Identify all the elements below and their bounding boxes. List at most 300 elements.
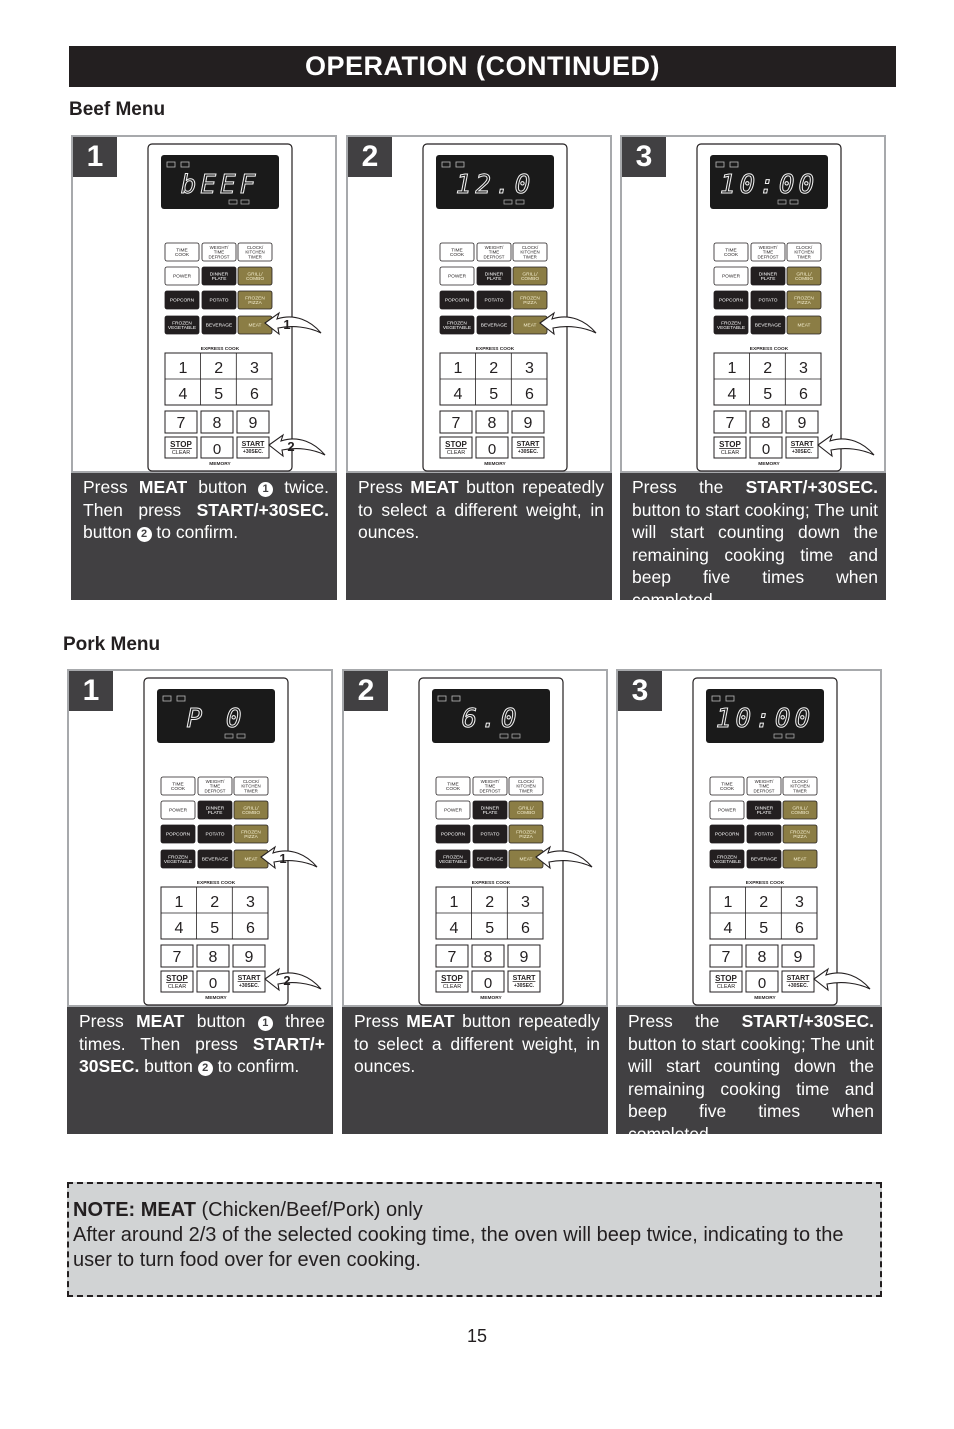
microwave-panel <box>143 677 289 1007</box>
start-sub-label: +30SEC. <box>513 983 535 989</box>
key-label: TIME <box>762 249 774 255</box>
step-number: 1 <box>73 137 117 177</box>
stop-clear-key[interactable] <box>165 437 197 458</box>
key-label: DINNER <box>480 806 500 812</box>
key-grill-combo[interactable] <box>238 267 272 285</box>
step-illustration <box>620 135 886 473</box>
key-label: COMBO <box>520 277 540 283</box>
digit-key-5[interactable]: 5 <box>210 920 220 937</box>
digit-key-4[interactable]: 4 <box>178 386 188 403</box>
digit-key-3[interactable]: 3 <box>249 360 259 377</box>
key-label: PLATE <box>482 811 498 817</box>
memory-label: MEMORY <box>754 996 776 1001</box>
key-beverage[interactable] <box>202 316 236 334</box>
start-30sec-key[interactable] <box>508 971 540 992</box>
key-label: FROZEN <box>443 855 463 861</box>
key-label: GRILL/ <box>247 272 263 278</box>
key-popcorn[interactable] <box>165 291 199 309</box>
key-frozen-vegetable[interactable] <box>161 850 195 868</box>
digit-label: 9 <box>244 949 254 966</box>
key-frozen-pizza[interactable] <box>513 291 547 309</box>
key-frozen-pizza[interactable] <box>509 825 543 843</box>
start-label: START <box>516 441 540 448</box>
digit-key-8[interactable] <box>472 945 504 967</box>
key-frozen-vegetable[interactable] <box>710 850 744 868</box>
key-label: CLOCK/ <box>242 778 260 784</box>
step-number: 3 <box>622 137 666 177</box>
key-time-cook[interactable] <box>710 777 744 795</box>
digit-key-7[interactable] <box>710 945 742 967</box>
key-frozen-pizza[interactable] <box>783 825 817 843</box>
stop-clear-key[interactable] <box>161 971 193 992</box>
stop-label: STOP <box>170 440 192 449</box>
step-panel-3 <box>616 669 882 1144</box>
note-label-rest: (Chicken/Beef/Pork) only <box>195 1199 423 1221</box>
digit-key-7[interactable] <box>161 945 193 967</box>
key-label: CLOCK/ <box>791 778 809 784</box>
key-label: PLATE <box>211 277 227 283</box>
digit-key-7[interactable] <box>165 411 197 433</box>
key-label: TIME <box>451 248 463 254</box>
microwave-panel <box>422 143 568 473</box>
key-label: TIMER <box>248 254 262 260</box>
key-label: GRILL/ <box>792 806 808 812</box>
key-label: DINNER <box>205 806 225 812</box>
express-cook-label: EXPRESS COOK <box>475 347 515 352</box>
key-power[interactable] <box>165 267 199 285</box>
key-label: MEAT <box>523 323 537 329</box>
key-popcorn[interactable] <box>161 825 195 843</box>
key-weight-time-defrost[interactable] <box>477 243 511 261</box>
key-label: PIZZA <box>244 835 258 841</box>
digit-key-6[interactable]: 6 <box>249 386 259 403</box>
digit-label: 8 <box>483 949 493 966</box>
key-label: MEAT <box>797 323 811 329</box>
digit-key-1[interactable]: 1 <box>449 894 459 911</box>
display-readout: 10:00 <box>719 170 819 200</box>
digit-key-1[interactable]: 1 <box>174 894 184 911</box>
digit-key-2[interactable]: 2 <box>210 894 220 911</box>
key-time-cook[interactable] <box>436 777 470 795</box>
digit-key-7[interactable] <box>436 945 468 967</box>
digit-key-0[interactable] <box>472 971 504 992</box>
key-label: FROZEN <box>520 296 540 302</box>
key-label: TIME <box>488 249 500 255</box>
key-label: POWER <box>447 274 467 280</box>
key-label: PIZZA <box>248 301 262 307</box>
stop-clear-key[interactable] <box>710 971 742 992</box>
digit-label: 8 <box>757 949 767 966</box>
key-clock-kitchen-timer[interactable] <box>238 243 272 261</box>
key-label: PLATE <box>486 277 502 283</box>
start-sub-label: +30SEC. <box>787 983 809 989</box>
step-number: 1 <box>69 671 113 711</box>
start-30sec-key[interactable] <box>782 971 814 992</box>
key-potato[interactable] <box>202 291 236 309</box>
key-label: VEGETABLE <box>438 860 468 866</box>
digit-key-2[interactable]: 2 <box>214 360 224 377</box>
key-weight-time-defrost[interactable] <box>473 777 507 795</box>
key-label: TIMER <box>519 788 533 794</box>
digit-key-9[interactable] <box>508 945 540 967</box>
key-weight-time-defrost[interactable] <box>198 777 232 795</box>
key-frozen-pizza[interactable] <box>787 291 821 309</box>
arrow-step-number: 1 <box>279 851 287 866</box>
step-panel-2 <box>346 135 612 600</box>
key-label: FROZEN <box>245 296 265 302</box>
digit-key-5[interactable]: 5 <box>759 920 769 937</box>
express-cook-label: EXPRESS COOK <box>749 347 789 352</box>
digit-label: 7 <box>172 949 182 966</box>
lcd-display <box>710 155 828 209</box>
key-dinner-plate[interactable] <box>747 801 781 819</box>
key-frozen-vegetable[interactable] <box>714 316 748 334</box>
digit-key-2[interactable]: 2 <box>489 360 499 377</box>
microwave-panel <box>692 677 838 1007</box>
start-30sec-key[interactable] <box>233 971 265 992</box>
digit-key-9[interactable] <box>512 411 544 433</box>
arrow-step-number: 1 <box>283 317 291 332</box>
display-readout: bEEF <box>180 170 260 200</box>
digit-key-6[interactable]: 6 <box>794 920 804 937</box>
digit-key-3[interactable]: 3 <box>794 894 804 911</box>
digit-label: 9 <box>793 949 803 966</box>
key-label: BEVERAGE <box>480 323 508 329</box>
key-label: MEAT <box>248 323 262 329</box>
digit-key-2[interactable]: 2 <box>485 894 495 911</box>
digit-key-5[interactable]: 5 <box>763 386 773 403</box>
key-label: TIME <box>725 248 737 254</box>
key-beverage[interactable] <box>473 850 507 868</box>
step-panel-1 <box>71 135 337 600</box>
memory-label: MEMORY <box>480 996 502 1001</box>
key-label: TIME <box>172 782 184 788</box>
key-label: DEFROST <box>753 788 775 794</box>
key-power[interactable] <box>710 801 744 819</box>
key-label: CLOCK/ <box>517 778 535 784</box>
control-panel <box>692 677 838 1007</box>
lcd-display <box>157 689 275 743</box>
digit-key-0[interactable] <box>476 437 508 458</box>
digit-key-8[interactable] <box>746 945 778 967</box>
key-label: GRILL/ <box>796 272 812 278</box>
key-label: POTATO <box>205 832 225 838</box>
key-label: KITCHEN <box>790 783 810 789</box>
digit-key-8[interactable] <box>201 411 233 433</box>
start-label: START <box>786 975 810 982</box>
clear-label: CLEAR <box>442 984 462 990</box>
key-potato[interactable] <box>477 291 511 309</box>
key-clock-kitchen-timer[interactable] <box>787 243 821 261</box>
key-label: PLATE <box>760 277 776 283</box>
key-frozen-vegetable[interactable] <box>436 850 470 868</box>
key-power[interactable] <box>436 801 470 819</box>
key-frozen-pizza[interactable] <box>238 291 272 309</box>
digit-label: 7 <box>451 415 461 432</box>
key-label: WEIGHT/ <box>484 244 504 250</box>
key-label: KITCHEN <box>794 249 814 255</box>
key-label: FROZEN <box>168 855 188 861</box>
digit-key-0[interactable] <box>201 437 233 458</box>
key-meat[interactable] <box>783 850 817 868</box>
digit-key-4[interactable]: 4 <box>723 920 733 937</box>
key-dinner-plate[interactable] <box>198 801 232 819</box>
key-frozen-vegetable[interactable] <box>165 316 199 334</box>
key-label: TIMER <box>793 788 807 794</box>
digit-key-3[interactable]: 3 <box>520 894 530 911</box>
digit-label: 8 <box>487 415 497 432</box>
key-power[interactable] <box>161 801 195 819</box>
key-clock-kitchen-timer[interactable] <box>513 243 547 261</box>
key-label: POTATO <box>480 832 500 838</box>
key-label: CLOCK/ <box>246 244 264 250</box>
digit-key-6[interactable]: 6 <box>798 386 808 403</box>
key-clock-kitchen-timer[interactable] <box>234 777 268 795</box>
digit-key-8[interactable] <box>750 411 782 433</box>
key-power[interactable] <box>440 267 474 285</box>
key-popcorn[interactable] <box>714 291 748 309</box>
key-label: GRILL/ <box>518 806 534 812</box>
key-label: POPCORN <box>169 298 195 304</box>
digit-key-1[interactable]: 1 <box>453 360 463 377</box>
banner-title: OPERATION (CONTINUED) <box>305 51 660 81</box>
digit-key-0[interactable] <box>746 971 778 992</box>
start-sub-label: +30SEC. <box>238 983 260 989</box>
key-label: POTATO <box>484 298 504 304</box>
digit-key-2[interactable]: 2 <box>759 894 769 911</box>
key-popcorn[interactable] <box>710 825 744 843</box>
key-weight-time-defrost[interactable] <box>202 243 236 261</box>
key-label: VEGETABLE <box>712 860 742 866</box>
start-label: START <box>237 975 261 982</box>
key-label: WEIGHT/ <box>209 244 229 250</box>
key-label: FROZEN <box>241 830 261 836</box>
stop-clear-key[interactable] <box>440 437 472 458</box>
key-label: POPCORN <box>714 832 740 838</box>
key-label: COOK <box>170 787 186 793</box>
digit-key-3[interactable]: 3 <box>798 360 808 377</box>
key-label: PLATE <box>207 811 223 817</box>
key-label: COMBO <box>794 277 814 283</box>
digit-label: 0 <box>761 441 771 458</box>
key-grill-combo[interactable] <box>234 801 268 819</box>
key-label: VEGETABLE <box>163 860 193 866</box>
digit-key-3[interactable]: 3 <box>245 894 255 911</box>
key-frozen-pizza[interactable] <box>234 825 268 843</box>
digit-label: 7 <box>725 415 735 432</box>
digit-key-6[interactable]: 6 <box>245 920 255 937</box>
express-cook-label: EXPRESS COOK <box>200 347 240 352</box>
key-dinner-plate[interactable] <box>473 801 507 819</box>
step-illustration <box>346 135 612 473</box>
key-beverage[interactable] <box>751 316 785 334</box>
key-label: VEGETABLE <box>167 326 197 332</box>
digit-key-2[interactable]: 2 <box>763 360 773 377</box>
key-dinner-plate[interactable] <box>477 267 511 285</box>
start-label: START <box>241 441 265 448</box>
digit-key-3[interactable]: 3 <box>524 360 534 377</box>
key-label: COMBO <box>790 811 810 817</box>
key-potato[interactable] <box>751 291 785 309</box>
start-30sec-key[interactable] <box>786 437 818 458</box>
key-grill-combo[interactable] <box>787 267 821 285</box>
key-time-cook[interactable] <box>165 243 199 261</box>
key-weight-time-defrost[interactable] <box>747 777 781 795</box>
key-label: MEAT <box>244 857 258 863</box>
key-dinner-plate[interactable] <box>751 267 785 285</box>
display-readout: 12.0 <box>455 170 535 200</box>
digit-key-4[interactable]: 4 <box>174 920 184 937</box>
key-label: TIME <box>176 248 188 254</box>
key-label: DEFROST <box>204 788 226 794</box>
digit-label: 9 <box>797 415 807 432</box>
key-label: BEVERAGE <box>201 857 229 863</box>
key-label: PIZZA <box>797 301 811 307</box>
express-cook-label: EXPRESS COOK <box>471 881 511 886</box>
key-popcorn[interactable] <box>440 291 474 309</box>
digit-key-9[interactable] <box>782 945 814 967</box>
display-readout: P 0 <box>186 704 246 734</box>
key-time-cook[interactable] <box>161 777 195 795</box>
key-beverage[interactable] <box>747 850 781 868</box>
digit-key-5[interactable]: 5 <box>485 920 495 937</box>
key-potato[interactable] <box>198 825 232 843</box>
step-number: 2 <box>348 137 392 177</box>
microwave-panel <box>418 677 564 1007</box>
key-potato[interactable] <box>473 825 507 843</box>
key-clock-kitchen-timer[interactable] <box>509 777 543 795</box>
microwave-panel <box>696 143 842 473</box>
key-grill-combo[interactable] <box>509 801 543 819</box>
key-label: WEIGHT/ <box>480 778 500 784</box>
key-label: GRILL/ <box>522 272 538 278</box>
key-grill-combo[interactable] <box>513 267 547 285</box>
clear-label: CLEAR <box>171 450 191 456</box>
key-label: TIME <box>721 782 733 788</box>
digit-key-1[interactable]: 1 <box>727 360 737 377</box>
digit-key-6[interactable]: 6 <box>520 920 530 937</box>
key-time-cook[interactable] <box>440 243 474 261</box>
digit-key-0[interactable] <box>750 437 782 458</box>
start-sub-label: +30SEC. <box>517 449 539 455</box>
note-label: NOTE: MEAT <box>73 1199 196 1221</box>
key-meat[interactable] <box>787 316 821 334</box>
note-heading <box>73 1198 876 1223</box>
digit-key-7[interactable] <box>714 411 746 433</box>
page-number: 15 <box>466 1326 488 1346</box>
key-frozen-vegetable[interactable] <box>440 316 474 334</box>
step-panel-3 <box>620 135 886 610</box>
key-label: COOK <box>723 253 739 259</box>
key-time-cook[interactable] <box>714 243 748 261</box>
stop-label: STOP <box>441 974 463 983</box>
key-beverage[interactable] <box>477 316 511 334</box>
digit-key-8[interactable] <box>476 411 508 433</box>
start-sub-label: +30SEC. <box>791 449 813 455</box>
key-popcorn[interactable] <box>436 825 470 843</box>
key-label: VEGETABLE <box>716 326 746 332</box>
key-label: BEVERAGE <box>476 857 504 863</box>
stop-label: STOP <box>445 440 467 449</box>
digit-label: 7 <box>447 949 457 966</box>
key-label: COOK <box>719 787 735 793</box>
step-panel-2 <box>342 669 608 1134</box>
stop-clear-key[interactable] <box>436 971 468 992</box>
key-label: POTATO <box>209 298 229 304</box>
clear-label: CLEAR <box>167 984 187 990</box>
key-label: COOK <box>174 253 190 259</box>
key-grill-combo[interactable] <box>783 801 817 819</box>
start-30sec-key[interactable] <box>237 437 269 458</box>
key-label: CLOCK/ <box>795 244 813 250</box>
key-label: WEIGHT/ <box>205 778 225 784</box>
clear-label: CLEAR <box>716 984 736 990</box>
control-panel <box>418 677 564 1007</box>
digit-key-9[interactable] <box>786 411 818 433</box>
start-label: START <box>790 441 814 448</box>
key-label: POWER <box>172 274 192 280</box>
arrow-step-number: 2 <box>283 973 291 988</box>
beef-menu-title: Beef Menu <box>69 99 166 120</box>
note-box <box>67 1182 882 1297</box>
key-label: TIMER <box>244 788 258 794</box>
digit-key-5[interactable]: 5 <box>214 386 224 403</box>
digit-key-0[interactable] <box>197 971 229 992</box>
step-caption: Press MEAT button repeatedly to select a different weight, in ounces. <box>342 1007 608 1134</box>
key-potato[interactable] <box>747 825 781 843</box>
clear-label: CLEAR <box>720 450 740 456</box>
digit-key-1[interactable]: 1 <box>723 894 733 911</box>
step-illustration <box>342 669 608 1007</box>
digit-key-4[interactable]: 4 <box>453 386 463 403</box>
key-label: TIME <box>209 783 221 789</box>
key-label: GRILL/ <box>243 806 259 812</box>
key-label: KITCHEN <box>516 783 536 789</box>
key-label: COMBO <box>516 811 536 817</box>
stop-clear-key[interactable] <box>714 437 746 458</box>
digit-key-9[interactable] <box>233 945 265 967</box>
key-label: VEGETABLE <box>442 326 472 332</box>
clear-label: CLEAR <box>446 450 466 456</box>
lcd-display <box>432 689 550 743</box>
digit-key-6[interactable]: 6 <box>524 386 534 403</box>
digit-key-1[interactable]: 1 <box>178 360 188 377</box>
digit-key-7[interactable] <box>440 411 472 433</box>
digit-key-5[interactable]: 5 <box>489 386 499 403</box>
lcd-display <box>161 155 279 209</box>
key-label: FROZEN <box>516 830 536 836</box>
digit-key-4[interactable]: 4 <box>449 920 459 937</box>
digit-key-4[interactable]: 4 <box>727 386 737 403</box>
lcd-display <box>436 155 554 209</box>
key-clock-kitchen-timer[interactable] <box>783 777 817 795</box>
key-dinner-plate[interactable] <box>202 267 236 285</box>
key-beverage[interactable] <box>198 850 232 868</box>
express-cook-label: EXPRESS COOK <box>745 881 785 886</box>
key-weight-time-defrost[interactable] <box>751 243 785 261</box>
key-label: BEVERAGE <box>205 323 233 329</box>
key-label: DINNER <box>754 806 774 812</box>
display-readout: 10:00 <box>715 704 815 734</box>
digit-key-8[interactable] <box>197 945 229 967</box>
key-label: MEAT <box>793 857 807 863</box>
key-label: COOK <box>445 787 461 793</box>
digit-key-9[interactable] <box>237 411 269 433</box>
digit-label: 0 <box>208 975 218 992</box>
key-label: FROZEN <box>794 296 814 302</box>
key-power[interactable] <box>714 267 748 285</box>
start-30sec-key[interactable] <box>512 437 544 458</box>
